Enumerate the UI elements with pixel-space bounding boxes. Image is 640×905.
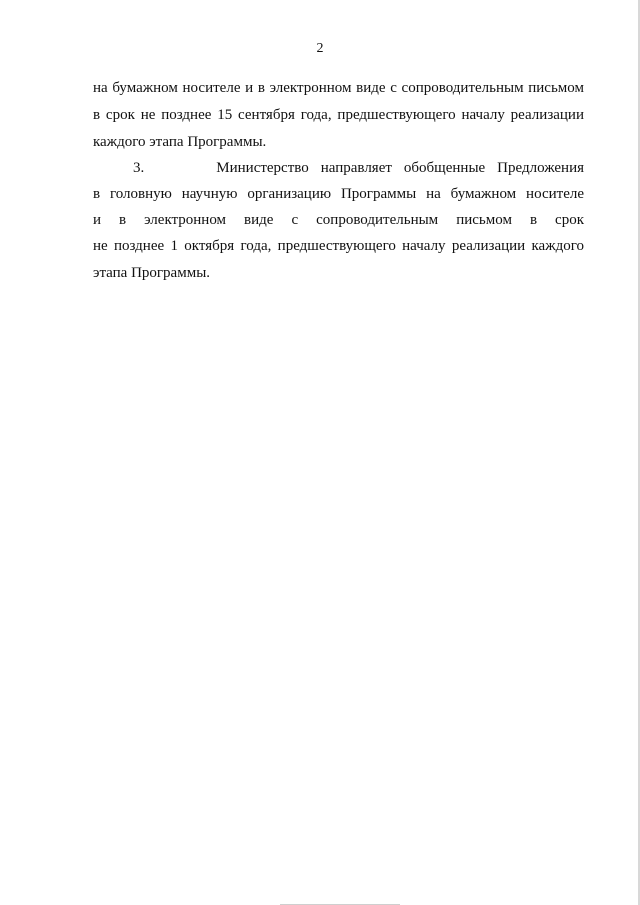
page-number: 2 [316, 41, 324, 56]
text-line-7: не позднее 1 октября года, предшествующего началу реализации каждого [93, 238, 584, 254]
text-line-4: 3. Министерство направляет обобщенные Предложения [133, 160, 584, 176]
text-line-3: каждого этапа Программы. [93, 134, 267, 150]
text-line-5: в головную научную организацию Программы на бумажном носителе [93, 186, 584, 202]
text-line-6: и в электронном виде с сопроводительным письмом в срок [93, 212, 584, 228]
text-line-8: этапа Программы. [93, 265, 211, 281]
text-line-1: на бумажном носителе и в электронном виде с сопроводительным письмом [93, 80, 584, 96]
text-line-2: в срок не позднее 15 сентября года, предшествующего началу реализации [93, 107, 584, 123]
